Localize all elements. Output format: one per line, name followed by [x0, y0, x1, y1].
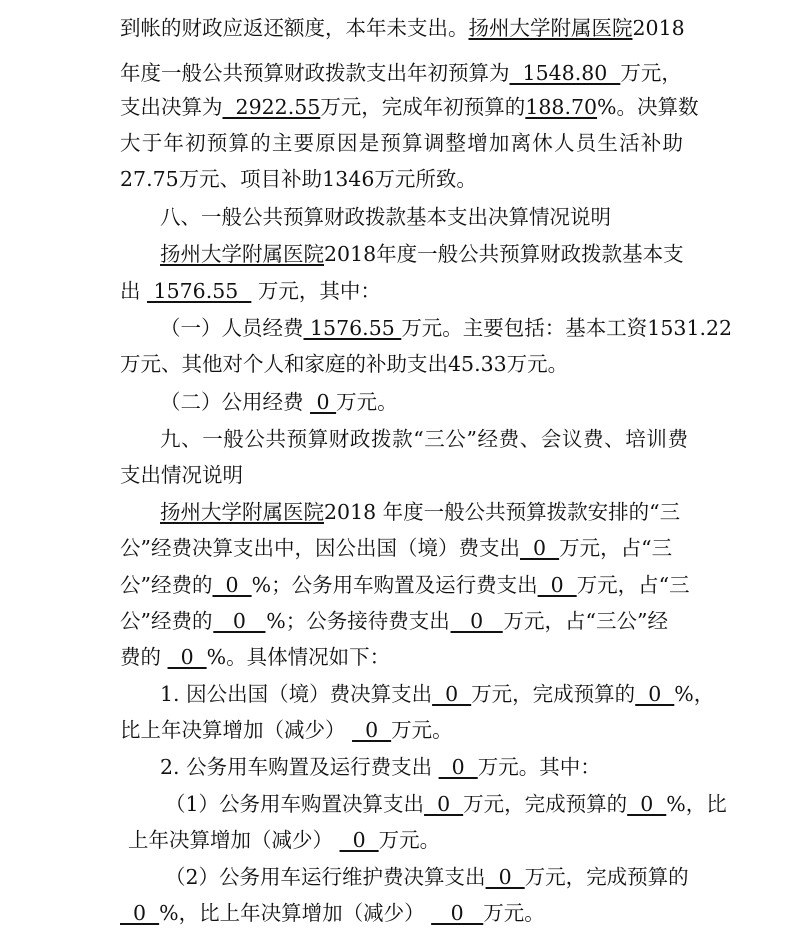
purchase-final-value: 0 [424, 792, 464, 816]
basic-expenditure-value: 1576.55 [147, 279, 252, 303]
line-text: 27.75万元、项目补助1346万元所致。 [120, 167, 477, 191]
line-text: 万元，完成预算的 [524, 865, 689, 889]
overseas-rate-value: 0 [635, 682, 675, 706]
text-line-16 [120, 571, 690, 599]
line-text: （1）公务用车购置决算支出 [165, 792, 425, 816]
line-text: 比上年决算增加（减少） [120, 718, 353, 742]
text-line-14 [160, 498, 681, 526]
line-text: 2018 [632, 16, 685, 40]
text-line-4 [120, 129, 684, 157]
vehicle-cost-value: 0 [537, 573, 577, 597]
vehicle-share-value: 0 [213, 609, 266, 633]
text-line-23 [128, 826, 440, 854]
institution-name: 扬州大学附属医院 [160, 242, 324, 266]
text-line-7 [160, 240, 684, 268]
text-line-20 [120, 716, 453, 744]
line-text: 大于年初预算的主要原因是预算调整增加离休人员生活补助 [120, 131, 685, 155]
vehicle-total-value: 0 [438, 755, 478, 779]
text-line-9 [160, 314, 733, 342]
section-heading-9-cont [120, 461, 243, 489]
heading-text: 支出情况说明 [120, 463, 243, 487]
line-text: 2018 年度一般公共预算拨款安排的“三 [324, 500, 681, 524]
text-line-5 [120, 165, 477, 193]
line-text: 2018年度一般公共预算财政拨款基本支 [324, 242, 684, 266]
purchase-change-value: 0 [339, 828, 379, 852]
purchase-rate-value: 0 [627, 792, 667, 816]
line-text: 万元，占“三 [576, 573, 690, 597]
text-line-21 [160, 753, 601, 781]
text-line-8 [120, 277, 381, 305]
text-line-2 [120, 59, 682, 87]
line-text: 年度一般公共预算财政拨款支出年初预算为 [120, 61, 510, 85]
line-text: （一）人员经费 [160, 316, 304, 340]
line-text: 公”经费的 [120, 573, 213, 597]
personnel-cost-value: 1576.55 [303, 316, 402, 340]
maintenance-rate-value: 0 [120, 901, 160, 925]
line-text: 万元， [620, 61, 682, 85]
line-text: 出 [120, 279, 148, 303]
text-line-18 [120, 643, 390, 671]
overseas-cost-value: 0 [519, 536, 560, 560]
text-line-25 [120, 899, 545, 927]
line-text: %。具体情况如下： [206, 645, 391, 669]
text-line-11 [160, 388, 398, 416]
line-text: 万元。 [483, 901, 545, 925]
line-text: 万元，占“三 [559, 536, 673, 560]
text-line-17 [120, 607, 668, 635]
line-text: 万元。 [378, 828, 441, 852]
line-text: 万元。主要包括：基本工资1531.22 [401, 316, 733, 340]
line-text: %，比上年决算增加（减少） [159, 901, 432, 925]
line-text: 公”经费决算支出中，因公出国（境）费支出 [120, 536, 520, 560]
line-text: 万元、其他对个人和家庭的补助支出45.33万元。 [120, 352, 569, 376]
line-text: 万元。 [391, 718, 453, 742]
line-text: 万元，占“三公”经 [503, 609, 668, 633]
line-text: %；公务接待费支出 [266, 609, 450, 633]
line-text: （2）公务用车运行维护费决算支出 [165, 865, 486, 889]
budget-value: 1548.80 [509, 61, 621, 85]
institution-name: 扬州大学附属医院 [160, 500, 324, 524]
text-line-19 [160, 680, 715, 708]
text-line-10 [120, 350, 568, 378]
line-text: 万元。其中： [477, 755, 601, 779]
public-cost-value: 0 [310, 390, 337, 414]
line-text: %。决算数 [597, 95, 699, 119]
text-line-15 [120, 534, 673, 562]
maintenance-change-value: 0 [431, 901, 484, 925]
overseas-change-value: 0 [352, 718, 392, 742]
overseas-share-value: 0 [212, 573, 252, 597]
line-text: （二）公用经费 [160, 390, 311, 414]
text-line-3 [120, 93, 699, 121]
line-text: 万元。 [336, 390, 398, 414]
line-text: 公”经费的 [120, 609, 213, 633]
line-text: 上年决算增加（减少） [128, 828, 340, 852]
final-account-value: 2922.55 [222, 95, 321, 119]
line-text: 1. 因公出国（境）费决算支出 [160, 682, 433, 706]
line-text: %，比 [666, 792, 727, 816]
line-text: 万元，完成预算的 [471, 682, 636, 706]
overseas-final-value: 0 [432, 682, 472, 706]
reception-share-value: 0 [167, 645, 207, 669]
section-heading-9 [160, 425, 689, 453]
line-text: 到帐的财政应返还额度，本年未支出。 [120, 16, 469, 40]
text-line-22 [165, 790, 727, 818]
line-text: %， [674, 682, 715, 706]
line-text: 万元，完成预算的 [463, 792, 628, 816]
institution-name: 扬州大学附属医院 [468, 16, 633, 40]
heading-text: 九、一般公共预算财政拨款“三公”经费、会议费、培训费 [160, 427, 689, 451]
maintenance-final-value: 0 [485, 865, 525, 889]
line-text: %；公务用车购置及运行费支出 [251, 573, 538, 597]
completion-rate: 188.70 [525, 95, 598, 119]
heading-text: 八、一般公共预算财政拨款基本支出决算情况说明 [160, 205, 611, 229]
line-text: 万元，完成年初预算的 [320, 95, 526, 119]
line-text: 费的 [120, 645, 168, 669]
text-line-24 [165, 863, 689, 891]
section-heading-8 [160, 203, 611, 231]
line-text: 万元，其中： [251, 279, 381, 303]
text-line-1 [120, 14, 685, 42]
line-text: 2. 公务用车购置及运行费支出 [160, 755, 439, 779]
reception-cost-value: 0 [450, 609, 503, 633]
line-text: 支出决算为 [120, 95, 223, 119]
